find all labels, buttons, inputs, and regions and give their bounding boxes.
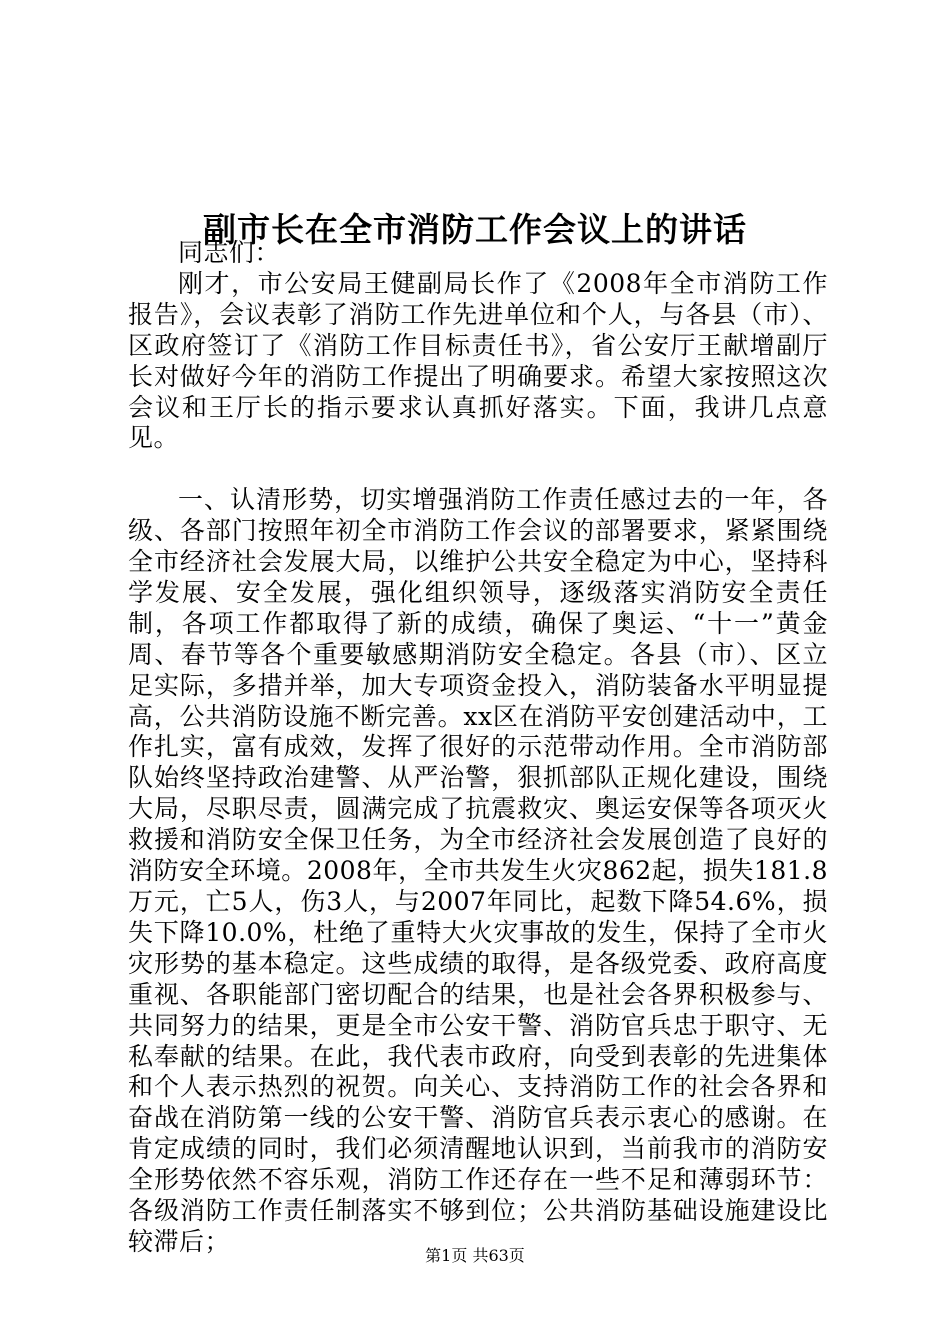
document-title: 副市长在全市消防工作会议上的讲话 bbox=[203, 210, 747, 250]
paragraph-intro: 刚才，市公安局王健副局长作了《2008年全市消防工作报告》，会议表彰了消防工作先进单位和个人，与各县（市）、区政府签订了《消防工作目标责任书》，省公安厅王献增副厅长对做好今年的消防工作提出了明确要求。希望大家按照这次会议和王厅长的指示要求认真抓好落实。下面，我讲几点意见。 bbox=[128, 268, 828, 453]
paragraph-section-one: 一、认清形势，切实增强消防工作责任感过去的一年，各级、各部门按照年初全市消防工作会议的部署要求，紧紧围绕全市经济社会发展大局，以维护公共安全稳定为中心，坚持科学发展、安全发展，强化组织领导，逐级落实消防安全责任制，各项工作都取得了新的成绩，确保了奥运、“十一”黄金周、春节等各个重要敏感期消防安全稳定。各县（市）、区立足实际，多措并举，加大专项资金投入，消防装备水平明显提高，公共消防设施不断完善。xx区在消防平安创建活动中，工作扎实，富有成效，发挥了很好的示范带动作用。全市消防部队始终坚持政治建警、从严治警，狠抓部队正规化建设，围绕大局，尽职尽责，圆满完成了抗震救灾、奥运安保等各项灭火救援和消防安全保卫任务，为全市经济社会发展创造了良好的消防安全环境。2008年，全市共发生火灾862起，损失181.8万元，亡5人，伤3人，与2007年同比，起数下降54.6%，损失下降10.0%，杜绝了重特大火灾事故的发生，保持了全市火灾形势的基本稳定。这些成绩的取得，是各级党委、政府高度重视、各职能部门密切配合的结果，也是社会各界积极参与、共同努力的结果，更是全市公安干警、消防官兵忠于职守、无私奉献的结果。在此，我代表市政府，向受到表彰的先进集体和个人表示热烈的祝贺。向关心、支持消防工作的社会各界和奋战在消防第一线的公安干警、消防官兵表示衷心的感谢。在肯定成绩的同时，我们必须清醒地认识到，当前我市的消防安全形势依然不容乐观，消防工作还存在一些不足和薄弱环节：各级消防工作责任制落实不够到位；公共消防基础设施建设比较滞后； bbox=[128, 485, 828, 1256]
document-body bbox=[128, 238, 828, 1258]
salutation: 同志们： bbox=[178, 238, 281, 267]
page-number: 第1页 共63页 bbox=[425, 1246, 525, 1265]
